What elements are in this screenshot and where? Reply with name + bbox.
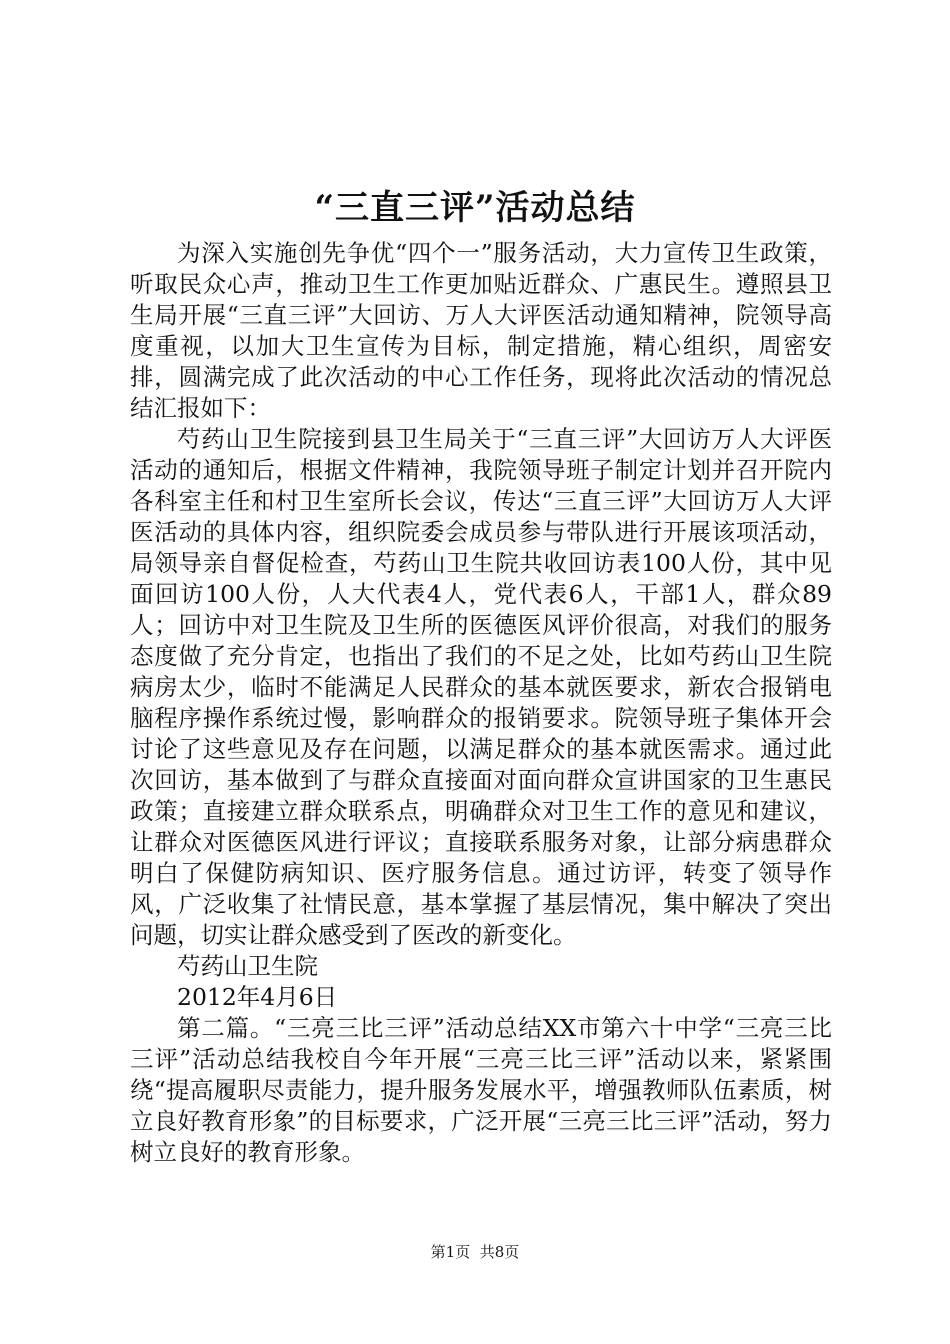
page-number: 第1页 [430,1243,471,1261]
document-body [130,238,832,1168]
intro-paragraph: 为深入实施创先争优“四个一”服务活动，大力宣传卫生政策，听取民众心声，推动卫生工作更加贴近群众、广惠民生。遵照县卫生局开展“三直三评”大回访、万人大评医活动通知精神，院领导高度重视，以加大卫生宣传为目标，制定措施，精心组织，周密安排，圆满完成了此次活动的中心工作任务，现将此次活动的情况总结汇报如下： [130,239,832,422]
document-title: “三直三评”活动总结 [314,188,636,228]
signature-organization: 芍药山卫生院 [177,952,318,980]
page-footer [0,1242,950,1262]
report-paragraph: 芍药山卫生院接到县卫生局关于“三直三评”大回访万人大评医活动的通知后，根据文件精神，我院领导班子制定计划并召开院内各科室主任和村卫生室所长会议，传达“三直三评”大回访万人大评医活动的具体内容，组织院委会成员参与带队进行开展该项活动，局领导亲自督促检查，芍药山卫生院共收回访表100人份，其中见面回访100人份，人大代表4人，党代表6人，干部1人，群众89人；回访中对卫生院及卫生所的医德医风评价很高，对我们的服务态度做了充分肯定，也指出了我们的不足之处，比如芍药山卫生院病房太少，临时不能满足人民群众的基本就医要求，新农合报销电脑程序操作系统过慢，影响群众的报销要求。院领导班子集体开会讨论了这些意见及存在问题，以满足群众的基本就医需求。通过此次回访，基本做到了与群众直接面对面向群众宣讲国家的卫生惠民政策；直接建立群众联系点，明确群众对卫生工作的意见和建议，让群众对医德医风进行评议；直接联系服务对象，让部分病患群众明白了保健防病知识、医疗服务信息。通过访评，转变了领导作风，广泛收集了社情民意，基本掌握了基层情况，集中解决了突出问题，切实让群众感受到了医改的新变化。 [130,425,832,949]
page-total: 共8页 [479,1243,520,1261]
second-article-paragraph: 第二篇。“三亮三比三评”活动总结XX市第六十中学“三亮三比三评”活动总结我校自今年开展“三亮三比三评”活动以来，紧紧围绕“提高履职尽责能力，提升服务发展水平，增强教师队伍素质，树立良好教育形象”的目标要求，广泛开展“三亮三比三评”活动，努力树立良好的教育形象。 [130,1014,832,1166]
signature-date: 2012年4月6日 [177,983,338,1011]
